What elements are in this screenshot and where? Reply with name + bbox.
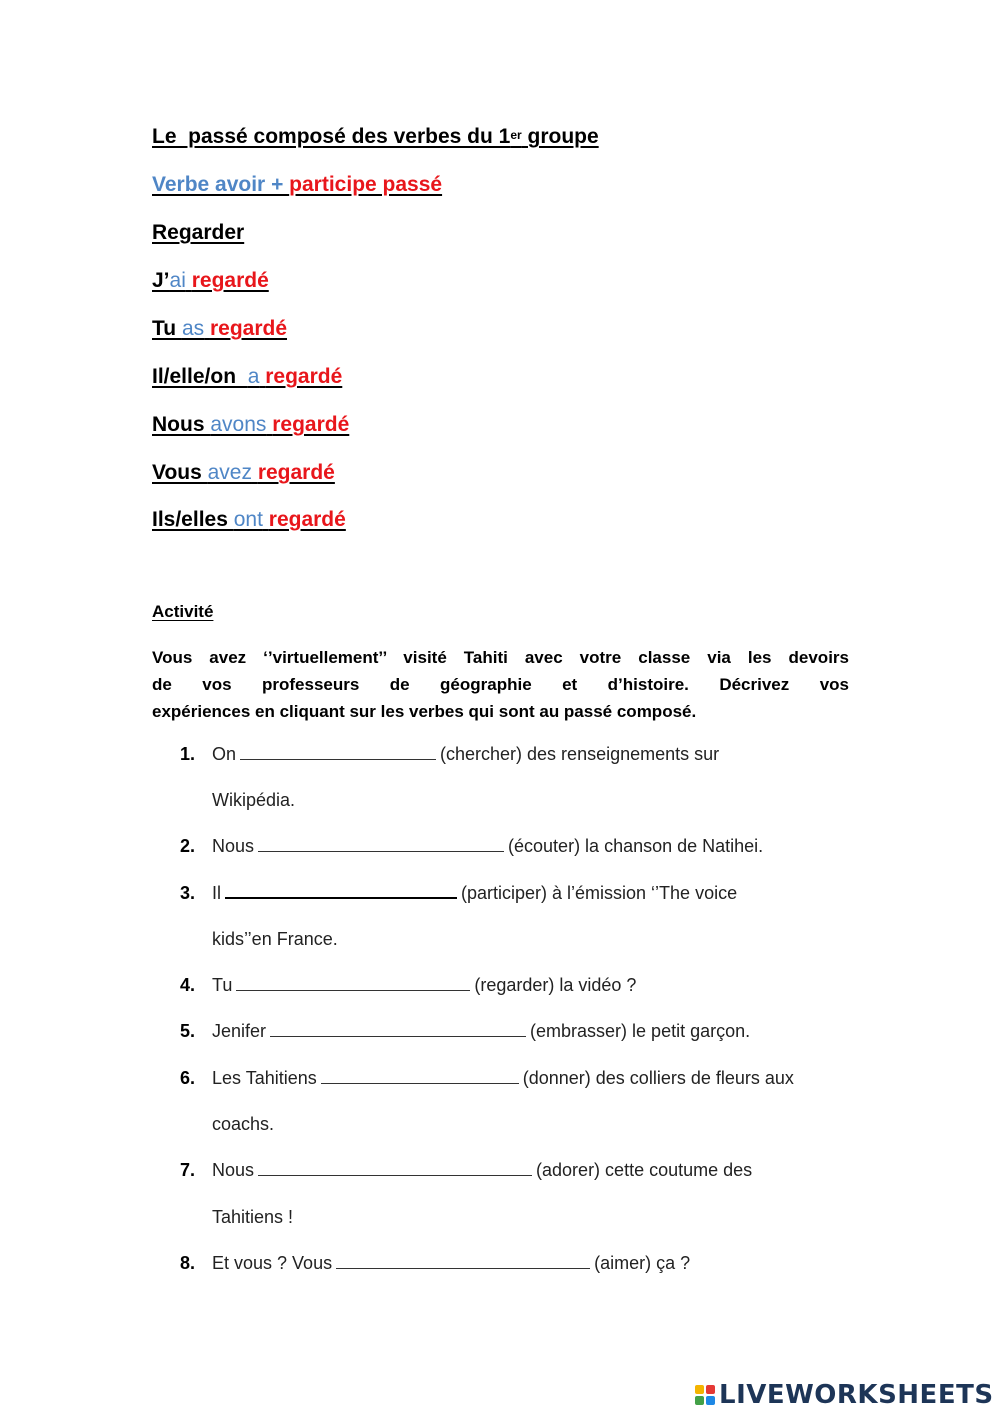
formula-aux: Verbe avoir + <box>152 173 290 196</box>
watermark-text: LIVEWORKSHEETS <box>719 1380 994 1410</box>
conjugation-line: Vous avez regardé <box>152 461 335 484</box>
exercise-item: 5. Jenifer (embrasser) le petit garçon. <box>180 1021 751 1041</box>
page-title: Le passé composé des verbes du 1er groupe <box>152 125 599 148</box>
answer-blank[interactable] <box>270 1020 526 1037</box>
conjugation-line: Il/elle/on a regardé <box>152 365 343 388</box>
exercise-item: 1. On (chercher) des renseignements sur <box>180 744 720 764</box>
answer-blank[interactable] <box>336 1252 590 1269</box>
ordinal-suffix: er <box>510 128 522 142</box>
exercise-item: 8. Et vous ? Vous (aimer) ça ? <box>180 1253 691 1273</box>
exercise-continuation: Tahitiens ! <box>212 1207 294 1227</box>
exercise-continuation: Wikipédia. <box>212 790 296 810</box>
answer-blank[interactable] <box>258 1159 532 1176</box>
conjugation-line: Nous avons regardé <box>152 413 350 436</box>
exercise-item: 2. Nous (écouter) la chanson de Natihei. <box>180 836 764 856</box>
answer-blank[interactable] <box>225 881 457 899</box>
exercise-continuation: coachs. <box>212 1114 275 1134</box>
activity-title: Activité <box>152 602 214 621</box>
liveworksheets-logo <box>695 1380 994 1410</box>
conjugation-line: J’ai regardé <box>152 269 269 292</box>
exercise-item: 6. Les Tahitiens (donner) des colliers de fleurs aux <box>180 1068 794 1088</box>
formula-line <box>152 172 442 198</box>
liveworksheets-icon <box>695 1385 715 1405</box>
formula-participle: participe passé <box>289 173 443 196</box>
answer-blank[interactable] <box>258 835 504 852</box>
exercise-continuation: kids’’en France. <box>212 929 338 949</box>
conjugation-line: Tu as regardé <box>152 317 288 340</box>
answer-blank[interactable] <box>240 743 436 760</box>
answer-blank[interactable] <box>321 1067 519 1084</box>
exercise-item: 4. Tu (regarder) la vidéo ? <box>180 975 637 995</box>
exercise-item: 7. Nous (adorer) cette coutume des <box>180 1160 753 1180</box>
answer-blank[interactable] <box>236 974 470 991</box>
activity-instructions: Vous avez ‘’virtuellement’’ visité Tahiti avec votre classe via les devoirs de vos professeurs de géographie et d’histoire. Décrivez vos expériences en cliquant sur les verbes qui sont au passé composé. <box>152 648 849 721</box>
verb-heading: Regarder <box>152 221 245 244</box>
conjugation-line: Ils/elles ont regardé <box>152 508 346 531</box>
exercise-item: 3. Il (participer) à l’émission ‘’The voice <box>180 883 738 903</box>
